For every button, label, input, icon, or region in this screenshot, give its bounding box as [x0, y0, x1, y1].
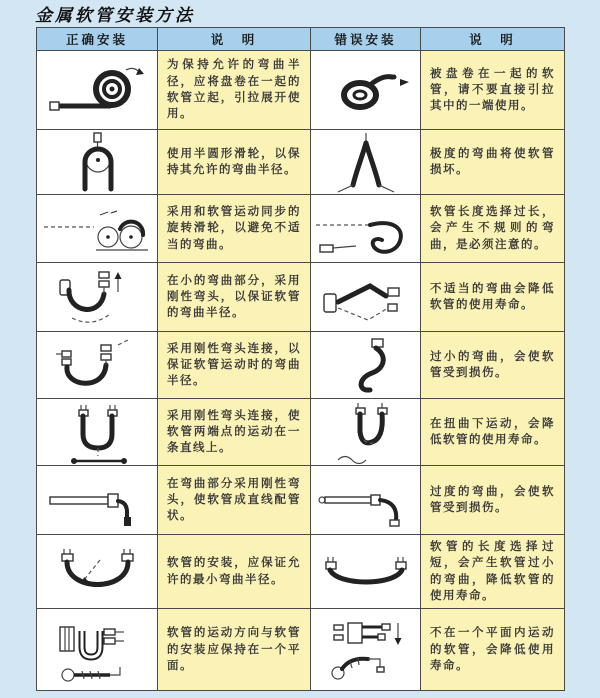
irregular-loop-icon	[312, 197, 420, 261]
header-wrong-desc: 说 明	[421, 28, 565, 51]
table-row	[37, 263, 565, 332]
row2-wrong-illustration-cell	[311, 130, 421, 195]
stretched-flat-hose-icon	[312, 540, 420, 604]
row4-wrong-desc: 不适当的弯曲会降低软管的使用寿命。	[421, 263, 565, 332]
header-row	[37, 28, 565, 51]
coiled-hose-uncoil-icon	[38, 53, 156, 127]
row8-wrong-desc: 软管的长度选择过短，会产生软管过小的弯曲，降低软管的使用寿命。	[421, 535, 565, 609]
rotating-pulleys-icon	[38, 197, 156, 261]
row1-correct-desc: 为保持允许的弯曲半径，应将盘卷在一起的软管立起，引拉展开使用。	[158, 51, 311, 130]
table-row	[37, 399, 565, 466]
row7-correct-illustration-cell	[37, 466, 158, 535]
table-row	[37, 51, 565, 130]
rigid-elbow-small-bend-icon	[38, 264, 156, 330]
row7-correct-desc: 在弯曲部分采用刚性弯头，使软管成直线配管状。	[158, 466, 311, 535]
row7-wrong-desc: 过度的弯曲，会使软管受到损伤。	[421, 466, 565, 535]
row7-wrong-illustration-cell	[311, 466, 421, 535]
table-row	[37, 332, 565, 399]
header-correct-desc: 说 明	[158, 28, 311, 51]
row3-wrong-desc: 软管长度选择过长，会产生不规则的弯曲，是必须注意的。	[421, 195, 565, 263]
row8-wrong-illustration-cell	[311, 535, 421, 609]
row9-wrong-illustration-cell	[311, 609, 421, 691]
row3-correct-desc: 采用和软管运动同步的旋转滑轮，以避免不适当的弯曲。	[158, 195, 311, 263]
endpoints-in-line-icon	[38, 400, 156, 464]
rigid-elbow-moving-hose-icon	[38, 333, 156, 397]
out-of-plane-motion-icon	[312, 611, 420, 689]
in-plane-assembly-icon	[38, 611, 156, 689]
row5-correct-desc: 采用刚性弯头连接，以保证软管运动时的弯曲半径。	[158, 332, 311, 399]
row5-correct-illustration-cell	[37, 332, 158, 399]
row2-correct-desc: 使用半圆形滑轮，以保持其允许的弯曲半径。	[158, 130, 311, 195]
row9-correct-desc: 软管的运动方向与软管的安装应保持在一个平面。	[158, 609, 311, 691]
row8-correct-desc: 软管的安装，应保证允许的最小弯曲半径。	[158, 535, 311, 609]
pulley-hose-icon	[38, 131, 156, 193]
row1-correct-illustration-cell	[37, 51, 158, 130]
extreme-bend-icon	[312, 131, 420, 193]
row4-correct-illustration-cell	[37, 263, 158, 332]
row2-correct-illustration-cell	[37, 130, 158, 195]
header-correct-install: 正确安装	[37, 28, 158, 51]
table-row	[37, 535, 565, 609]
row6-correct-desc: 采用刚性弯头连接，使软管两端点的运动在一条直线上。	[158, 399, 311, 466]
row8-correct-illustration-cell	[37, 535, 158, 609]
row5-wrong-illustration-cell	[311, 332, 421, 399]
row1-wrong-desc: 被盘卷在一起的软管，请不要直接引拉其中的一端使用。	[421, 51, 565, 130]
row5-wrong-desc: 过小的弯曲，会使软管受到损伤。	[421, 332, 565, 399]
row3-correct-illustration-cell	[37, 195, 158, 263]
coil-pulled-end-icon	[312, 53, 420, 127]
page-title: 金属软管安装方法	[35, 6, 195, 26]
row4-wrong-illustration-cell	[311, 263, 421, 332]
table-row	[37, 195, 565, 263]
row1-wrong-illustration-cell	[311, 51, 421, 130]
minimum-bend-radius-icon	[38, 540, 156, 604]
row6-wrong-illustration-cell	[311, 399, 421, 466]
row6-wrong-desc: 在扭曲下运动，会降低软管的使用寿命。	[421, 399, 565, 466]
table-row	[37, 130, 565, 195]
row9-wrong-desc: 不在一个平面内运动的软管，会降低使用寿命。	[421, 609, 565, 691]
row2-wrong-desc: 极度的弯曲将使软管损坏。	[421, 130, 565, 195]
table-row	[37, 609, 565, 691]
installation-methods-table	[36, 27, 565, 691]
row3-wrong-illustration-cell	[311, 195, 421, 263]
row9-correct-illustration-cell	[37, 609, 158, 691]
table-row	[37, 466, 565, 535]
twisted-u-icon	[312, 400, 420, 464]
too-small-bend-hook-icon	[312, 333, 420, 397]
sharp-kink-icon	[312, 264, 420, 330]
row6-correct-illustration-cell	[37, 399, 158, 466]
straight-piping-elbow-icon	[38, 467, 156, 533]
row4-correct-desc: 在小的弯曲部分，采用刚性弯头，以保证软管的弯曲半径。	[158, 263, 311, 332]
header-wrong-install: 错误安装	[311, 28, 421, 51]
over-bent-corner-icon	[312, 467, 420, 533]
